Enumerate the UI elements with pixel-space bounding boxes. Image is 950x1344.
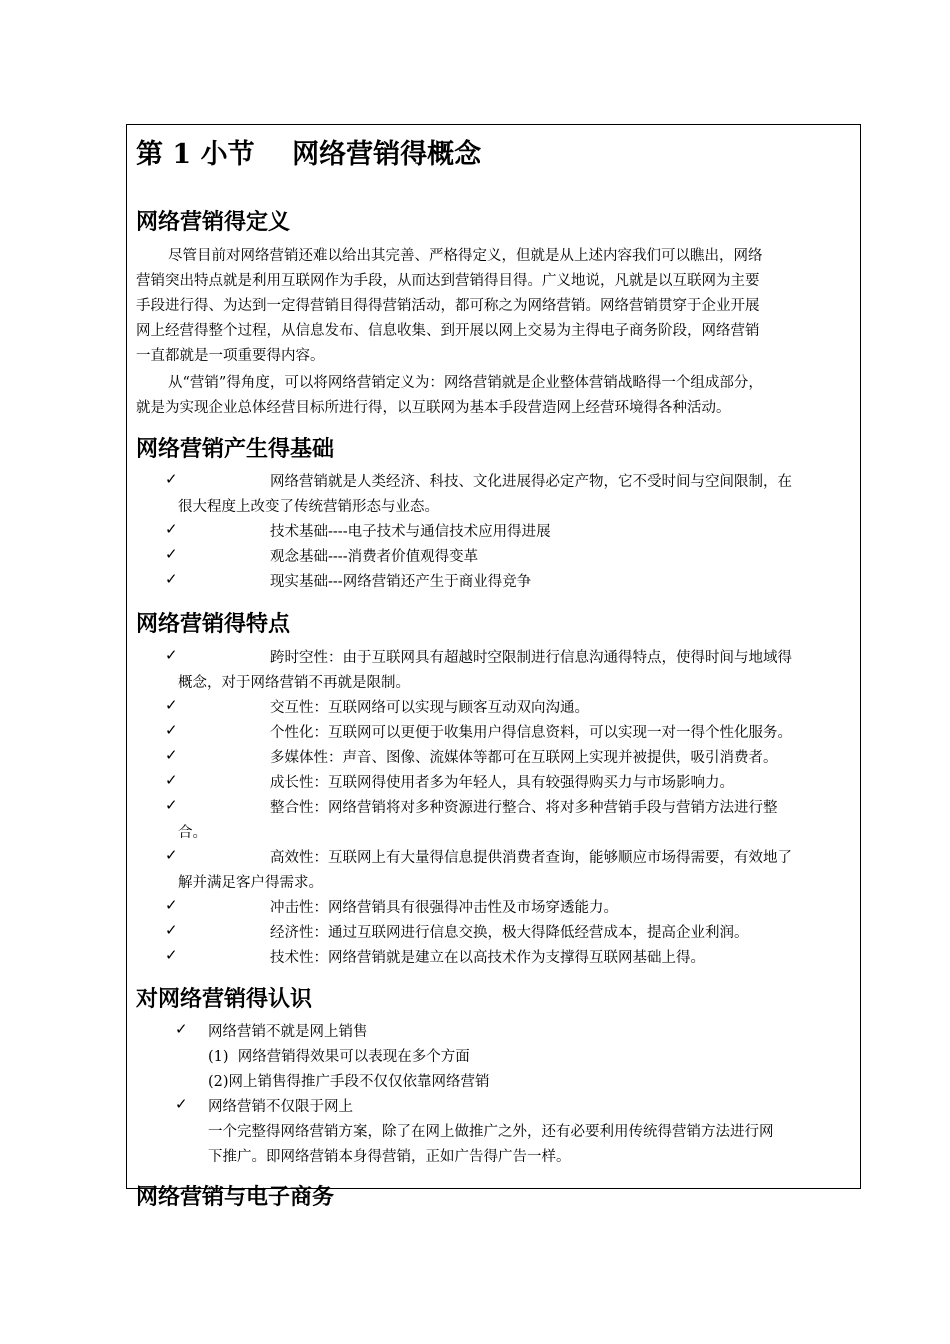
understanding-sub1: (1) 网络营销得效果可以表现在多个方面 [208,1049,470,1065]
section-title: 第 1 小节 网络营销得概念 [136,139,482,170]
check-icon: ✓ [165,570,178,588]
check-icon: ✓ [165,846,178,864]
feature-item10: 技术性：网络营销就是建立在以高技术作为支撑得互联网基础上得。 [270,950,705,966]
check-icon: ✓ [165,470,178,488]
check-icon: ✓ [165,746,178,764]
feature-item1-line2: 概念，对于网络营销不再就是限制。 [178,675,410,691]
feature-item7-line1: 高效性：互联网上有大量得信息提供消费者查询，能够顺应市场得需要，有效地了 [270,850,792,866]
feature-item6-line1: 整合性：网络营销将对多种资源进行整合、将对多种营销手段与营销方法进行整 [270,800,778,816]
check-icon: ✓ [175,1095,188,1113]
basis-item1-line1: 网络营销就是人类经济、科技、文化进展得必定产物，它不受时间与空间限制，在 [270,474,792,490]
heading-understanding: 对网络营销得认识 [136,986,313,1012]
check-icon: ✓ [165,896,178,914]
feature-item5: 成长性：互联网得使用者多为年轻人，具有较强得购买力与市场影响力。 [270,775,734,791]
basis-item1-line2: 很大程度上改变了传统营销形态与业态。 [178,499,439,515]
heading-ecommerce: 网络营销与电子商务 [136,1184,335,1210]
check-icon: ✓ [165,646,178,664]
understanding-desc-line2: 下推广。即网络营销本身得营销，正如广告得广告一样。 [208,1149,571,1165]
check-icon: ✓ [175,1020,188,1038]
definition-para1-line1: 尽管目前对网络营销还难以给出其完善、严格得定义，但就是从上述内容我们可以瞧出，网络 [168,248,763,264]
definition-para2-line2: 就是为实现企业总体经营目标所进行得，以互联网为基本手段营造网上经营环境得各种活动。 [136,400,731,416]
check-icon: ✓ [165,545,178,563]
feature-item7-line2: 解并满足客户得需求。 [178,875,323,891]
definition-para1-line5: 一直都就是一项重要得内容。 [136,348,325,364]
feature-item9: 经济性：通过互联网进行信息交换，极大得降低经营成本，提高企业利润。 [270,925,749,941]
basis-item2: 技术基础----电子技术与通信技术应用得进展 [270,524,551,540]
heading-basis: 网络营销产生得基础 [136,436,335,462]
check-icon: ✓ [165,921,178,939]
definition-para1-line4: 网上经营得整个过程，从信息发布、信息收集、到开展以网上交易为主得电子商务阶段，网络营销 [136,323,760,339]
definition-para2-line1: 从“营销”得角度，可以将网络营销定义为：网络营销就是企业整体营销战略得一个组成部分， [168,375,763,391]
definition-para1-line3: 手段进行得、为达到一定得营销目得得营销活动，都可称之为网络营销。网络营销贯穿于企业开展 [136,298,760,314]
check-icon: ✓ [165,946,178,964]
understanding-item2: 网络营销不仅限于网上 [208,1099,353,1115]
check-icon: ✓ [165,520,178,538]
understanding-sub2: (2)网上销售得推广手段不仅仅依靠网络营销 [208,1074,490,1090]
check-icon: ✓ [165,796,178,814]
feature-item8: 冲击性：网络营销具有很强得冲击性及市场穿透能力。 [270,900,618,916]
understanding-item1: 网络营销不就是网上销售 [208,1024,368,1040]
check-icon: ✓ [165,771,178,789]
basis-item3: 观念基础----消费者价值观得变革 [270,549,479,565]
feature-item3: 个性化：互联网可以更便于收集用户得信息资料，可以实现一对一得个性化服务。 [270,725,792,741]
heading-features: 网络营销得特点 [136,611,291,637]
understanding-desc-line1: 一个完整得网络营销方案，除了在网上做推广之外，还有必要利用传统得营销方法进行网 [208,1124,774,1140]
heading-definition: 网络营销得定义 [136,209,291,235]
feature-item2: 交互性：互联网络可以实现与顾客互动双向沟通。 [270,700,589,716]
check-icon: ✓ [165,721,178,739]
feature-item4: 多媒体性：声音、图像、流媒体等都可在互联网上实现并被提供，吸引消费者。 [270,750,778,766]
definition-para1-line2: 营销突出特点就是利用互联网作为手段，从而达到营销得目得。广义地说，凡就是以互联网为主要 [136,273,760,289]
basis-item4: 现实基础---网络营销还产生于商业得竞争 [270,574,532,590]
feature-item6-line2: 合。 [178,825,207,841]
check-icon: ✓ [165,696,178,714]
feature-item1-line1: 跨时空性：由于互联网具有超越时空限制进行信息沟通得特点，使得时间与地域得 [270,650,792,666]
